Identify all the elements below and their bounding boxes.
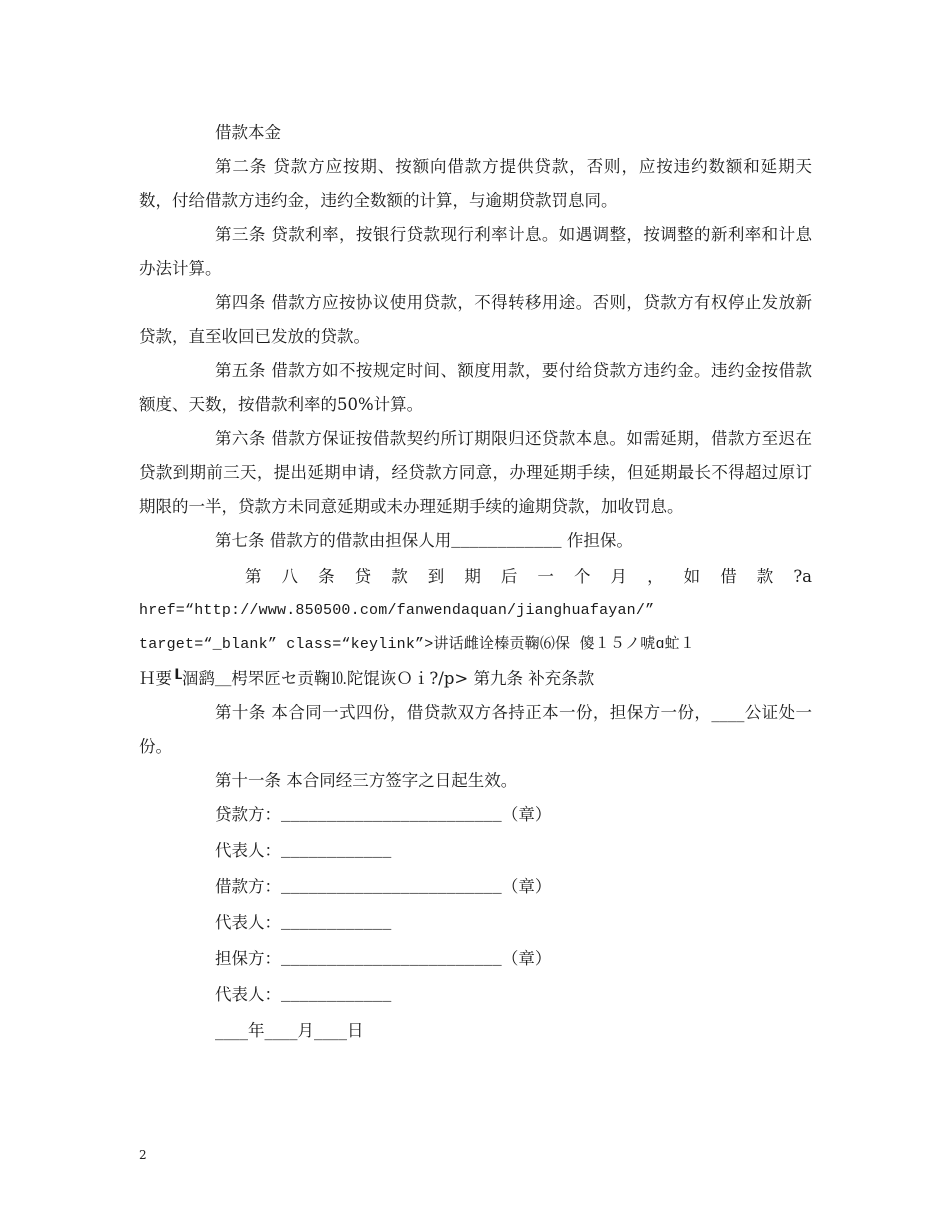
signature-label: 借款方： xyxy=(215,877,281,896)
article-2: 第二条 贷款方应按期、按额向借款方提供贷款，否则，应按违约数额和延期天数，付给借款方违约金，违约全数额的计算，与逾期贷款罚息同。 xyxy=(139,157,812,210)
signature-borrower-rep xyxy=(139,906,812,942)
signature-blank: ________________________ xyxy=(281,880,502,897)
article-4: 第四条 借款方应按协议使用贷款，不得转移用途。否则，贷款方有权停止发放新贷款，直至收回已发放的贷款。 xyxy=(139,293,812,346)
signature-blank: ________________________ xyxy=(281,808,502,825)
signature-guarantor xyxy=(139,942,812,978)
signature-label: 代表人： xyxy=(215,913,281,932)
signature-blank: ________________________ xyxy=(281,952,502,969)
seal-label: （章） xyxy=(501,877,552,896)
article-6: 第六条 借款方保证按借款契约所订期限归还贷款本息。如需延期，借款方至迟在贷款到期前三天，提出延期申请，经贷款方同意，办理延期手续，但延期最长不得超过原订期限的一半，贷款方未同意延期或未办理延期手续的逾期贷款，加收罚息。 xyxy=(139,429,812,516)
signature-blank: ____________ xyxy=(281,844,392,861)
signature-guarantor-rep xyxy=(139,978,812,1014)
article-7-suffix: 作担保。 xyxy=(561,531,633,550)
signature-blank: ____________ xyxy=(281,916,392,933)
signature-label: 代表人： xyxy=(215,841,281,860)
section-heading: 借款本金 xyxy=(215,123,281,142)
article-8-line-2: href=“http://www.850500.com/fanwendaquan/jianghuafayan/” xyxy=(139,602,655,619)
article-7 xyxy=(139,524,812,560)
signature-label: 贷款方： xyxy=(215,805,281,824)
signature-label: 担保方： xyxy=(215,949,281,968)
seal-label: （章） xyxy=(501,805,552,824)
signature-blank: ____________ xyxy=(281,988,392,1005)
signature-lender-rep xyxy=(139,834,812,870)
page-number: 2 xyxy=(139,1148,147,1162)
article-5: 第五条 借款方如不按规定时间、额度用款，要付给贷款方违约金。违约金按借款额度、天数，按借款利率的50%计算。 xyxy=(139,361,812,414)
seal-label: （章） xyxy=(501,949,552,968)
signature-label: 代表人： xyxy=(215,985,281,1004)
signature-borrower xyxy=(139,870,812,906)
article-8-line-1: 第 八 条 贷 款 到 期 后 一 个 月 ， 如 借 款 ?a xyxy=(245,567,812,586)
article-7-blank: ____________ xyxy=(451,534,562,551)
signature-lender xyxy=(139,798,812,834)
document-body xyxy=(139,116,812,1048)
article-7-prefix: 第七条 借款方的借款由担保人用 xyxy=(215,531,452,550)
date-line: ____年____月____日 xyxy=(215,1021,364,1040)
article-8-line-4: Ｈ要┖涸鹞＿枵罘匠セ贡鞠⒑陀馄诙Ｏｉ?/p> 第九条 补充条款 xyxy=(139,669,595,688)
article-3: 第三条 贷款利率，按银行贷款现行利率计息。如遇调整，按调整的新利率和计息办法计算。 xyxy=(139,225,812,278)
article-11: 第十一条 本合同经三方签字之日起生效。 xyxy=(215,771,518,790)
article-8-line-3: target=“_blank” class=“keylink”>讲话雌诠榛贡鞠⑹保 傻１５ノ唬ɑ虻１ xyxy=(139,636,696,653)
article-10: 第十条 本合同一式四份，借贷款双方各持正本一份，担保方一份，____公证处一份。 xyxy=(139,703,812,756)
